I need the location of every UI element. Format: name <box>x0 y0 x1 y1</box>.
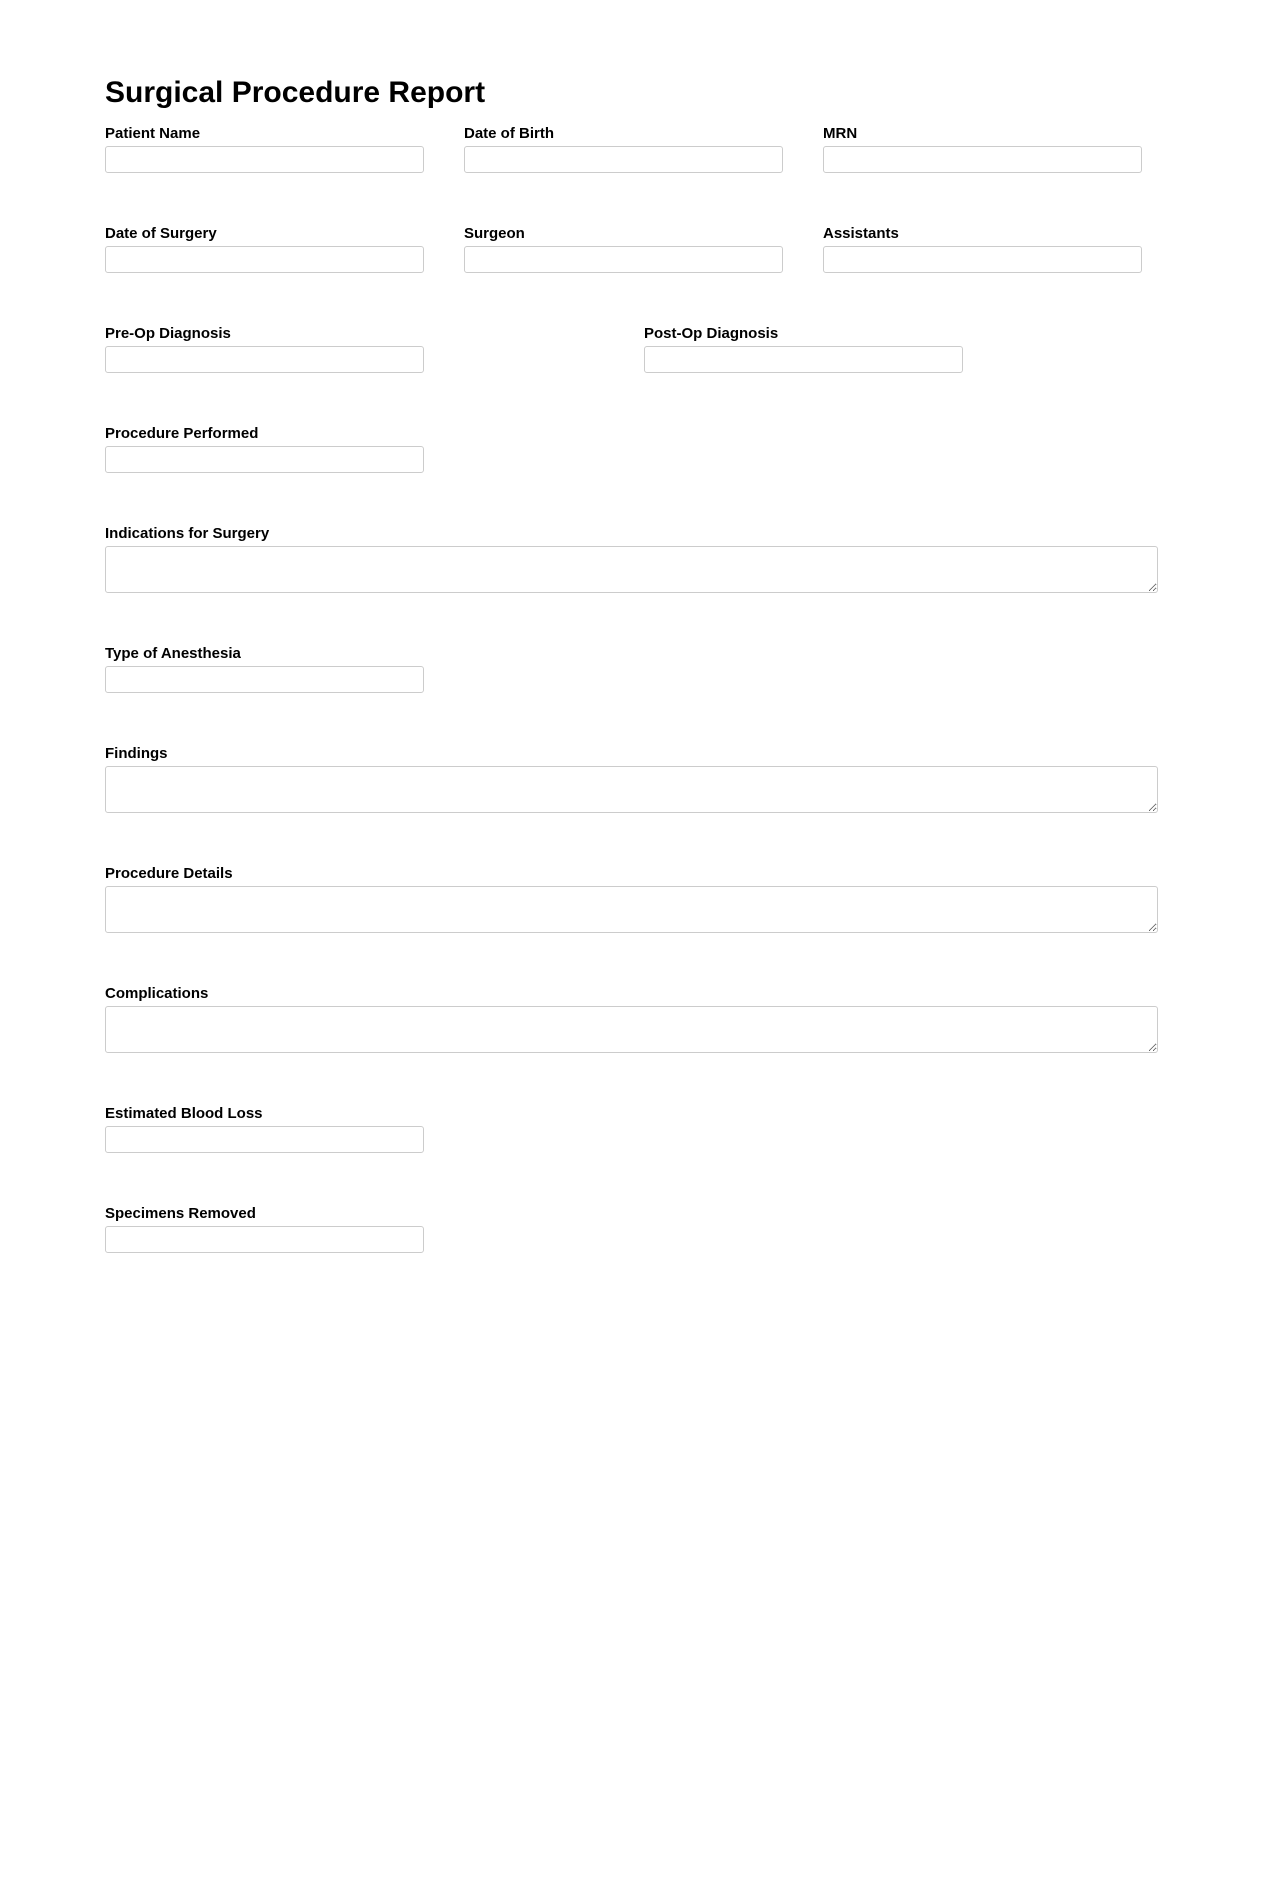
complications-field <box>105 985 1158 1053</box>
date-of-surgery-label: Date of Surgery <box>105 225 217 242</box>
anesthesia-type-field <box>105 645 424 693</box>
findings-textarea[interactable] <box>105 766 1158 813</box>
date-of-surgery-field <box>105 225 424 273</box>
date-of-birth-label: Date of Birth <box>464 125 554 142</box>
surgeon-input[interactable] <box>464 246 783 273</box>
mrn-field <box>823 125 1142 173</box>
specimens-removed-input[interactable] <box>105 1226 424 1253</box>
mrn-input[interactable] <box>823 146 1142 173</box>
post-op-diagnosis-label: Post-Op Diagnosis <box>644 325 779 342</box>
procedure-details-label: Procedure Details <box>105 865 233 882</box>
specimens-removed-field <box>105 1205 424 1253</box>
pre-op-diagnosis-field <box>105 325 424 373</box>
procedure-details-textarea[interactable] <box>105 886 1158 933</box>
specimens-removed-label: Specimens Removed <box>105 1205 256 1222</box>
mrn-label: MRN <box>823 125 858 142</box>
indications-field <box>105 525 1158 593</box>
surgeon-field <box>464 225 783 273</box>
anesthesia-type-input[interactable] <box>105 666 424 693</box>
findings-field <box>105 745 1158 813</box>
findings-label: Findings <box>105 745 168 762</box>
date-of-surgery-input[interactable] <box>105 246 424 273</box>
pre-op-diagnosis-label: Pre-Op Diagnosis <box>105 325 231 342</box>
date-of-birth-input[interactable] <box>464 146 783 173</box>
date-of-birth-field <box>464 125 783 173</box>
indications-textarea[interactable] <box>105 546 1158 593</box>
complications-label: Complications <box>105 985 209 1002</box>
patient-name-field <box>105 125 424 173</box>
indications-label: Indications for Surgery <box>105 525 270 542</box>
procedure-performed-input[interactable] <box>105 446 424 473</box>
estimated-blood-loss-label: Estimated Blood Loss <box>105 1105 263 1122</box>
procedure-performed-field <box>105 425 424 473</box>
patient-name-input[interactable] <box>105 146 424 173</box>
assistants-input[interactable] <box>823 246 1142 273</box>
assistants-label: Assistants <box>823 225 899 242</box>
estimated-blood-loss-input[interactable] <box>105 1126 424 1153</box>
procedure-performed-label: Procedure Performed <box>105 425 259 442</box>
anesthesia-type-label: Type of Anesthesia <box>105 645 241 662</box>
assistants-field <box>823 225 1142 273</box>
surgeon-label: Surgeon <box>464 225 525 242</box>
post-op-diagnosis-field <box>644 325 963 373</box>
patient-name-label: Patient Name <box>105 125 201 142</box>
complications-textarea[interactable] <box>105 1006 1158 1053</box>
procedure-details-field <box>105 865 1158 933</box>
pre-op-diagnosis-input[interactable] <box>105 346 424 373</box>
post-op-diagnosis-input[interactable] <box>644 346 963 373</box>
estimated-blood-loss-field <box>105 1105 424 1153</box>
page-title: Surgical Procedure Report <box>105 76 486 109</box>
